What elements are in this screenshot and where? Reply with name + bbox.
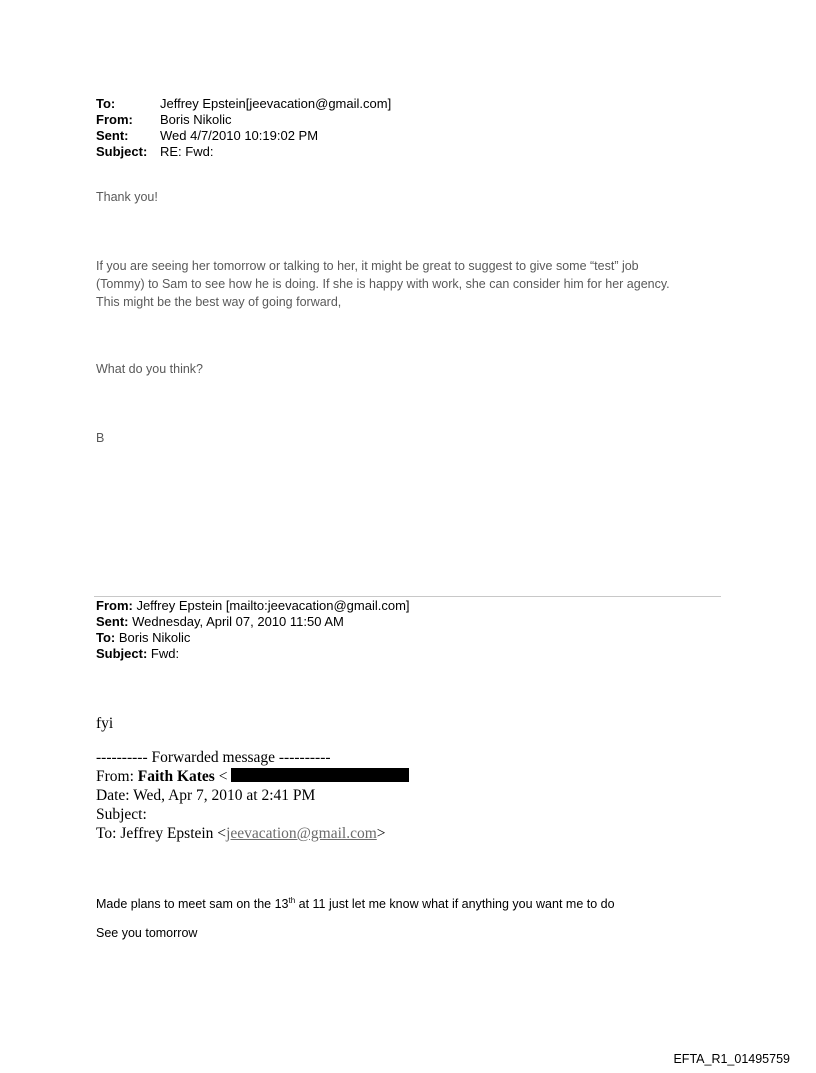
from-label: From: xyxy=(96,112,133,127)
quoted-from-value: Jeffrey Epstein [mailto:jeevacation@gmail.com] xyxy=(132,598,410,613)
to-value: Jeffrey Epstein[jeevacation@gmail.com] xyxy=(160,96,392,111)
forward-from-bracket: < xyxy=(214,768,228,785)
reply-paragraph-line-3: This might be the best way of going forward, xyxy=(96,295,342,309)
header-sent-row xyxy=(96,128,391,144)
reply-thanks: Thank you! xyxy=(96,190,158,204)
header-from-row xyxy=(96,112,391,128)
message-line-1-end: at 11 just let me know what if anything you want me to do xyxy=(295,897,615,912)
quoted-header xyxy=(96,598,410,662)
reply-paragraph-line-2: (Tommy) to Sam to see how he is doing. If she is happy with work, she can consider him for her agency. xyxy=(96,277,670,291)
forward-to-email-link[interactable]: jeevacation@gmail.com xyxy=(226,825,377,842)
document-id: EFTA_R1_01495759 xyxy=(673,1052,790,1066)
forward-from-name: Faith Kates xyxy=(137,768,215,785)
fyi-text: fyi xyxy=(96,715,114,732)
reply-paragraph xyxy=(96,257,670,311)
quoted-to-row xyxy=(96,630,410,646)
forward-from-row xyxy=(96,767,409,786)
header-to-row xyxy=(96,96,391,112)
forward-subject-row: Subject: xyxy=(96,806,147,823)
email-header xyxy=(96,96,391,160)
quoted-subject-row xyxy=(96,646,410,662)
forward-to-row xyxy=(96,824,409,843)
from-value: Boris Nikolic xyxy=(160,112,232,127)
quoted-subject-value: Fwd: xyxy=(147,646,180,661)
header-subject-row xyxy=(96,144,391,160)
quoted-sent-value: Wednesday, April 07, 2010 11:50 AM xyxy=(128,614,344,629)
reply-signoff: B xyxy=(96,431,105,445)
forward-separator: ---------- Forwarded message ---------- xyxy=(96,749,331,766)
quoted-sent-row xyxy=(96,614,410,630)
forward-date-row: Date: Wed, Apr 7, 2010 at 2:41 PM xyxy=(96,787,316,804)
quoted-subject-label: Subject: xyxy=(96,646,148,661)
quoted-to-value: Boris Nikolic xyxy=(115,630,191,645)
forward-to-prefix: To: Jeffrey Epstein < xyxy=(96,825,227,842)
quoted-from-row xyxy=(96,598,410,614)
forwarded-message xyxy=(96,748,409,843)
quoted-to-label: To: xyxy=(96,630,116,645)
quoted-from-label: From: xyxy=(96,598,133,613)
to-label: To: xyxy=(96,96,116,111)
sent-value: Wed 4/7/2010 10:19:02 PM xyxy=(160,128,319,143)
sent-label: Sent: xyxy=(96,128,129,143)
message-line-2: See you tomorrow xyxy=(96,926,198,940)
reply-question: What do you think? xyxy=(96,362,204,376)
quote-divider xyxy=(94,596,721,597)
subject-label: Subject: xyxy=(96,144,148,159)
reply-paragraph-line-1: If you are seeing her tomorrow or talking to her, it might be great to suggest to give some “test” job xyxy=(96,259,639,273)
quoted-sent-label: Sent: xyxy=(96,614,129,629)
message-line-1 xyxy=(96,893,615,912)
redaction-bar xyxy=(231,768,409,782)
message-line-1-start: Made plans to meet sam on the 13 xyxy=(96,897,289,912)
forward-from-prefix: From: xyxy=(96,768,138,785)
subject-value: RE: Fwd: xyxy=(160,144,214,159)
forward-to-suffix: > xyxy=(376,825,386,842)
message-line-1-superscript: th xyxy=(288,896,296,905)
